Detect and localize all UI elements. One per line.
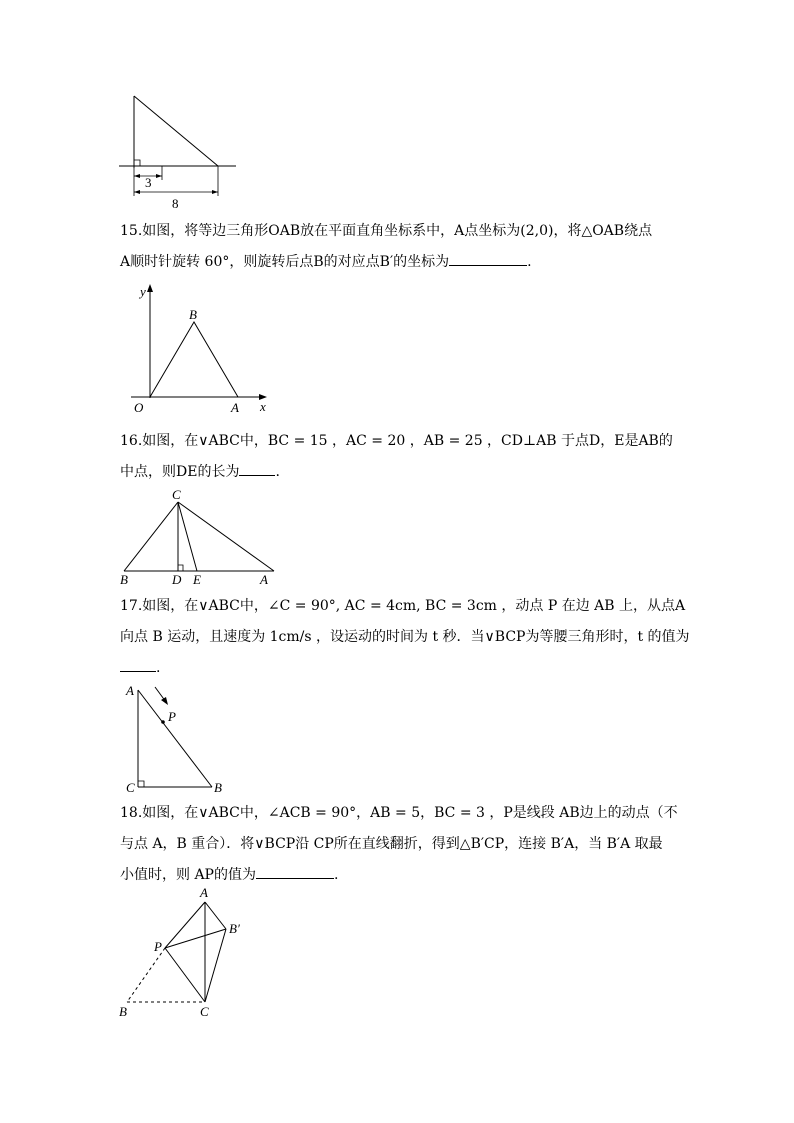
- figure-15: [125, 280, 285, 420]
- label-p: P: [168, 709, 176, 724]
- label-p: P: [154, 939, 162, 954]
- figure-17: [120, 678, 230, 798]
- q17-line3: .: [120, 653, 680, 684]
- label-3: 3: [145, 175, 152, 190]
- question-16: [120, 426, 680, 488]
- label-a: A: [260, 572, 268, 587]
- label-c: C: [172, 487, 181, 502]
- label-a: A: [200, 885, 208, 900]
- segment-ab-prime: [205, 902, 226, 929]
- q18-line2: 与点 A，B 重合）．将∨BCP沿 CP所在直线翻折，得到△B′CP，连接 B′A，当 B′A 取最: [120, 836, 663, 852]
- label-b: B: [189, 307, 197, 322]
- side-bc: [124, 502, 178, 571]
- triangle-oab: [150, 322, 238, 397]
- label-e: E: [193, 572, 201, 587]
- question-17: [120, 591, 690, 684]
- right-angle-mark: [138, 781, 144, 787]
- label-b: B: [214, 780, 222, 795]
- segment-pc: [165, 948, 205, 1002]
- label-y: y: [140, 284, 146, 299]
- q16-line1: 16.如图，在∨ABC中，BC = 15 ，AC = 20 ，AB = 25 ，CD⊥AB 于点D，E是AB的: [120, 433, 673, 449]
- right-angle-mark: [178, 565, 183, 571]
- side-ab: [138, 690, 212, 787]
- segment-pb-prime: [165, 929, 226, 948]
- segment-pb-dashed: [127, 948, 165, 1002]
- label-8: 8: [172, 196, 179, 210]
- answer-blank: [256, 864, 334, 879]
- label-b: B: [120, 572, 128, 587]
- side-ca: [178, 502, 274, 571]
- label-b: B: [119, 1004, 127, 1019]
- answer-blank: [120, 657, 156, 672]
- question-15: [120, 216, 680, 278]
- label-c: C: [200, 1004, 209, 1019]
- question-18: [120, 798, 680, 891]
- label-d: D: [172, 572, 182, 587]
- segment-ce: [178, 502, 197, 571]
- label-b-prime: B′: [229, 921, 240, 936]
- label-o: O: [134, 400, 144, 415]
- figure-18: [115, 883, 265, 1023]
- q18-line1: 18.如图，在∨ABC中，∠ACB = 90°，AB = 5，BC = 3 ，P是线段 AB边上的动点（不: [120, 805, 678, 821]
- label-a: A: [126, 683, 134, 698]
- q16-line2: 中点，则DE的长为 .: [120, 457, 680, 488]
- hypotenuse: [134, 96, 218, 166]
- right-angle-mark: [134, 160, 140, 166]
- q17-line2: 向点 B 运动，且速度为 1cm/s ，设运动的时间为 t 秒．当∨BCP为等腰三角形时，t 的值为: [120, 629, 690, 645]
- label-a: A: [231, 400, 239, 415]
- q15-line1: 15.如图，将等边三角形OAB放在平面直角坐标系中，A点坐标为(2,0)，将△OAB绕点: [120, 223, 653, 239]
- q17-line1: 17.如图，在∨ABC中，∠C = 90°, AC = 4cm, BC = 3cm ，动点 P 在边 AB 上，从点A: [120, 598, 686, 614]
- figure-16: [115, 485, 285, 590]
- segment-ap: [165, 902, 205, 948]
- label-c: C: [126, 780, 135, 795]
- point-p: [161, 720, 165, 724]
- q18-line3: 小值时，则 AP的值为 .: [120, 860, 680, 891]
- label-x: x: [260, 399, 266, 414]
- segment-b-prime-c: [205, 929, 226, 1002]
- answer-blank: [239, 461, 275, 476]
- q15-line2: A顺时针旋转 60°，则旋转后点B的对应点B′的坐标为 .: [120, 247, 680, 278]
- figure-14: [115, 90, 245, 210]
- answer-blank: [449, 251, 527, 266]
